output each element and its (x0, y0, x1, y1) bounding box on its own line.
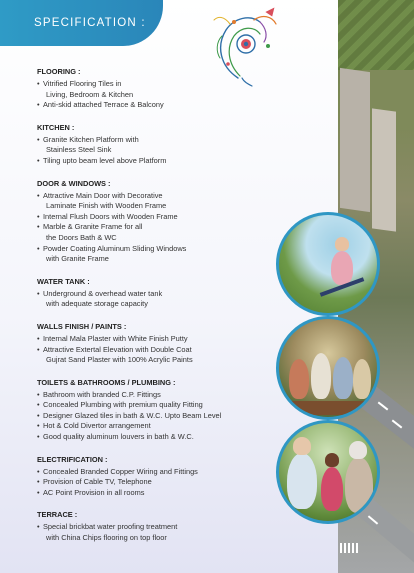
section-title: WATER TANK : (37, 276, 90, 286)
section-electrification (37, 454, 287, 499)
section-title: TERRACE : (37, 510, 78, 520)
spec-item-text: • Vitrified Flooring Tiles in (43, 79, 122, 88)
section-title: ELECTRIFICATION : (37, 454, 108, 464)
spec-item-text: • Bathroom with branded C.P. Fittings (43, 389, 161, 399)
section-kitchen (37, 122, 287, 167)
spec-item (37, 421, 287, 432)
header-tab (0, 0, 163, 46)
section-title: FLOORING : (37, 67, 81, 76)
spec-item-text: • Good quality aluminum louvers in bath & W.C. (43, 432, 194, 442)
spec-item (37, 522, 287, 543)
section-title: KITCHEN : (37, 122, 75, 132)
section-door-windows (37, 178, 287, 265)
section-flooring (37, 66, 287, 111)
section-terrace (37, 509, 287, 543)
section-walls (37, 321, 287, 366)
spec-item-text: • Special brickbat water proofing treatment (43, 522, 178, 532)
spec-item (37, 244, 287, 265)
spec-item-continuation: with Granite Frame (46, 254, 109, 264)
spec-item-continuation: Living, Bedroom & Kitchen (46, 89, 134, 99)
spec-item-text: • Tiling upto beam level above Platform (43, 155, 167, 165)
page-title: SPECIFICATION : (34, 17, 146, 29)
spec-item-text: • Powder Coating Aluminum Sliding Windows (43, 243, 187, 253)
spec-item (37, 400, 287, 411)
spec-item-text: • Provision of Cable TV, Telephone (43, 477, 152, 487)
spec-item-text: • Attractive Extertal Elevation with Double Coat (43, 344, 192, 354)
spec-item (37, 477, 287, 488)
spec-item-text: • Concealed Plumbing with premium quality Fitting (43, 400, 203, 410)
spec-item-continuation: Gujrat Sand Plaster with 100% Acrylic Paints (46, 355, 193, 365)
spec-item (37, 334, 287, 345)
spec-item-continuation: with China Chips flooring on top floor (46, 533, 167, 543)
spec-item (37, 432, 287, 443)
spec-item-text: • Designer Glazed tiles in bath & W.C. Upto Beam Level (43, 410, 222, 420)
spec-item-text: • Granite Kitchen Platform with (43, 134, 139, 144)
spec-item (37, 345, 287, 366)
spec-item-continuation: Laminate Finish with Wooden Frame (46, 201, 167, 211)
spec-item-text: • AC Point Provision in all rooms (43, 487, 145, 497)
spec-item (37, 212, 287, 223)
spec-item-text: • Internal Flush Doors with Wooden Frame (43, 211, 178, 221)
photo-child-on-swing (276, 212, 380, 316)
spec-item-text: • Underground & overhead water tank (43, 288, 163, 298)
photo-family-grandparents (276, 420, 380, 524)
spec-item-continuation: the Doors Bath & WC (46, 232, 117, 242)
spec-item-text: • Marble & Granite Frame for all (43, 222, 143, 232)
spec-item (37, 390, 287, 401)
spec-item (37, 411, 287, 422)
section-toilets (37, 377, 287, 443)
section-title: TOILETS & BATHROOMS / PLUMBING : (37, 377, 176, 387)
spec-item (37, 488, 287, 499)
spec-item-text: • Hot & Cold Divertor arrangement (43, 421, 151, 431)
spec-item-continuation: Stainless Steel Sink (46, 145, 112, 155)
spec-item-text: • Concealed Branded Copper Wiring and Fittings (43, 466, 198, 476)
spec-item-text: • Anti-skid attached Terrace & Balcony (43, 100, 164, 110)
spec-item (37, 135, 287, 156)
section-title: WALLS FINISH / PAINTS : (37, 321, 127, 331)
spec-item (37, 156, 287, 167)
section-title: DOOR & WINDOWS : (37, 178, 111, 188)
spec-item (37, 289, 287, 310)
spec-item (37, 222, 287, 243)
spec-item (37, 79, 287, 100)
photo-friends-toasting (276, 316, 380, 420)
specification-list (37, 66, 287, 555)
spec-item-continuation: with adequate storage capacity (46, 299, 148, 309)
spec-item (37, 100, 287, 111)
section-water-tank (37, 276, 287, 310)
spec-item (37, 467, 287, 478)
spec-item-text: • Attractive Main Door with Decorative (43, 190, 163, 200)
spec-item (37, 191, 287, 212)
spec-item-text: • Internal Mala Plaster with White Finish Putty (43, 333, 188, 343)
